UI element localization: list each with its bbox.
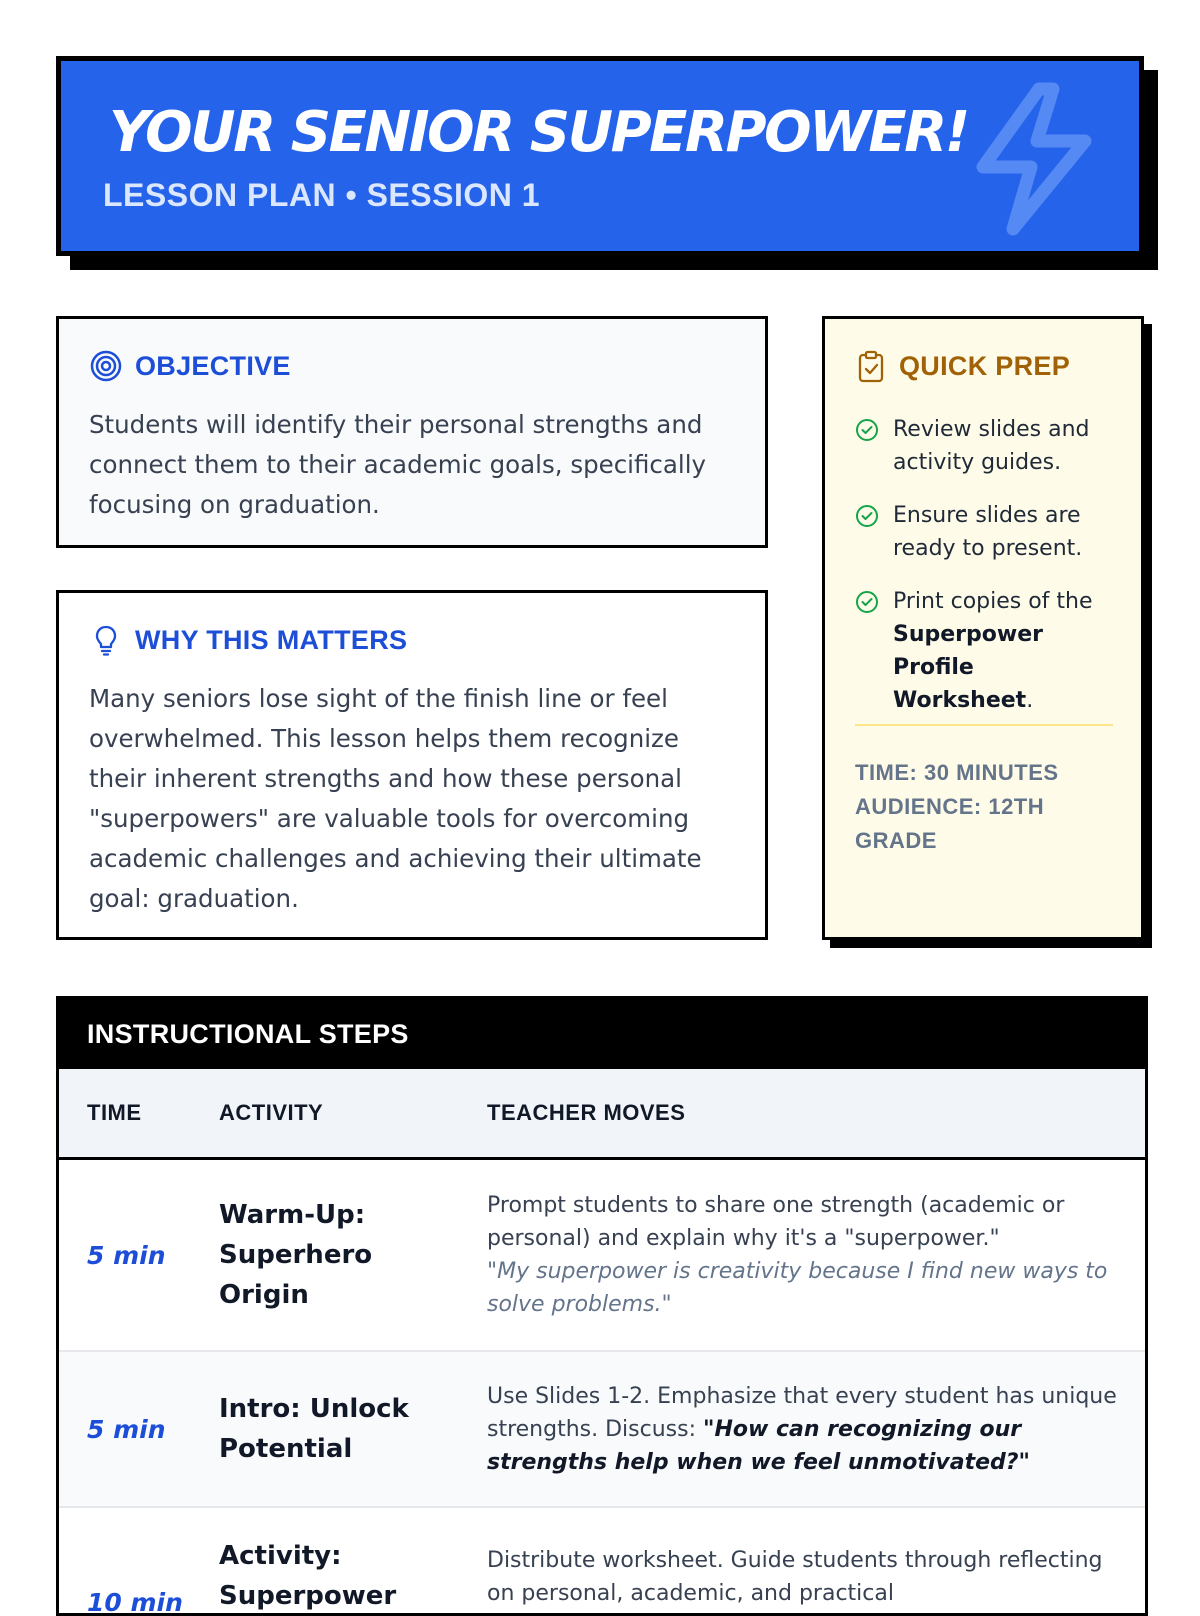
table-row bbox=[59, 1352, 1145, 1508]
why-heading-text: WHY THIS MATTERS bbox=[135, 624, 408, 655]
discussion-question: "How can recognizing our strengths help when we feel unmotivated?" bbox=[487, 1416, 1031, 1475]
table-row bbox=[59, 1160, 1145, 1352]
example-quote: "My superpower is creativity because I find new ways to solve problems." bbox=[487, 1259, 1108, 1317]
quick-prep-card bbox=[822, 316, 1144, 940]
row-activity: Intro: Unlock Potential bbox=[219, 1394, 409, 1464]
prep-item-text: Review slides and activity guides. bbox=[893, 417, 1090, 475]
lightning-bolt-icon bbox=[961, 79, 1111, 239]
list-item bbox=[855, 585, 1121, 717]
column-header-teacher-moves: TEACHER MOVES bbox=[487, 1100, 686, 1125]
row-teacher-moves: Use Slides 1-2. Emphasize that every student has unique strengths. Discuss: "How can recognizing our strengths help when we feel unmotivated?" bbox=[487, 1383, 1117, 1475]
instructional-steps-table bbox=[56, 996, 1148, 1616]
steps-title: INSTRUCTIONAL STEPS bbox=[59, 999, 1145, 1069]
prep-divider bbox=[855, 724, 1113, 726]
list-item bbox=[855, 499, 1121, 565]
prep-heading-text: QUICK PREP bbox=[899, 350, 1071, 381]
objective-heading bbox=[89, 349, 291, 383]
check-circle-icon bbox=[855, 590, 879, 614]
row-time: 10 min bbox=[87, 1588, 183, 1616]
why-this-matters-card bbox=[56, 590, 768, 940]
lightbulb-icon bbox=[89, 623, 123, 657]
check-circle-icon bbox=[855, 504, 879, 528]
row-time: 5 min bbox=[87, 1240, 166, 1270]
list-item bbox=[855, 413, 1121, 479]
prep-heading bbox=[855, 349, 1070, 383]
clipboard-check-icon bbox=[855, 349, 887, 383]
why-heading bbox=[89, 623, 407, 657]
prep-item-text: Print copies of the Superpower Profile Worksheet. bbox=[893, 589, 1093, 713]
objective-body: Students will identify their personal strengths and connect them to their academic goals, specifically focusing on graduation. bbox=[89, 410, 707, 519]
lesson-audience: AUDIENCE: 12TH GRADE bbox=[855, 794, 1045, 853]
target-icon bbox=[89, 349, 123, 383]
row-time: 5 min bbox=[87, 1414, 166, 1444]
prep-meta bbox=[855, 756, 1117, 858]
row-teacher-moves: Distribute worksheet. Guide students through reflecting on personal, academic, and practical bbox=[487, 1548, 1103, 1606]
objective-heading-text: OBJECTIVE bbox=[135, 350, 291, 381]
prep-checklist bbox=[855, 413, 1121, 737]
lesson-subtitle: LESSON PLAN • SESSION 1 bbox=[103, 177, 541, 213]
column-header-activity: ACTIVITY bbox=[219, 1100, 324, 1125]
row-activity: Warm-Up: Superhero Origin bbox=[219, 1200, 373, 1310]
lesson-title: YOUR SENIOR SUPERPOWER! bbox=[109, 100, 968, 165]
objective-card bbox=[56, 316, 768, 548]
lesson-header-banner bbox=[56, 56, 1144, 256]
row-teacher-moves: Prompt students to share one strength (academic or personal) and explain why it's a "superpower." "My superpower is creativity because I find new ways to solve problems." bbox=[487, 1193, 1108, 1317]
lesson-time: TIME: 30 MINUTES bbox=[855, 760, 1059, 785]
column-header-time: TIME bbox=[87, 1100, 142, 1125]
why-body: Many seniors lose sight of the finish line or feel overwhelmed. This lesson helps them recognize their inherent strengths and how these personal "superpowers" are valuable tools for overcoming academic challenges and achieving their ultimate goal: graduation. bbox=[89, 684, 702, 913]
table-header bbox=[59, 1069, 1145, 1160]
prep-item-text: Ensure slides are ready to present. bbox=[893, 503, 1083, 561]
worksheet-name: Superpower Profile Worksheet bbox=[893, 622, 1043, 713]
row-activity: Activity: Superpower bbox=[219, 1541, 397, 1611]
check-circle-icon bbox=[855, 418, 879, 442]
